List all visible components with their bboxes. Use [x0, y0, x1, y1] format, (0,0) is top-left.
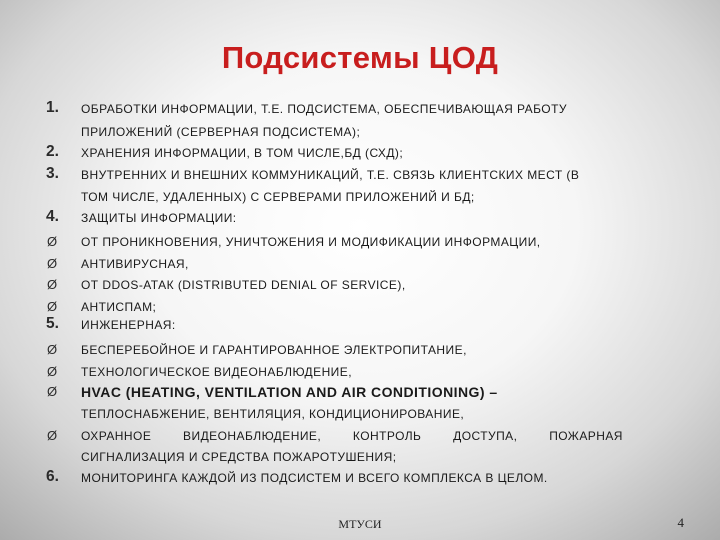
list-item-text: ПРИЛОЖЕНИЙ (СЕРВЕРНАЯ ПОДСИСТЕМА); [81, 125, 361, 139]
list-item-text: ТЕПЛОСНАБЖЕНИЕ, ВЕНТИЛЯЦИЯ, КОНДИЦИОНИРОВАНИЕ, [81, 407, 465, 421]
arrow-bullet-icon: Ø [47, 384, 58, 399]
list-number: 2. [46, 143, 59, 160]
arrow-bullet-icon: Ø [47, 299, 58, 314]
list-number: 4. [46, 208, 59, 225]
list-item-text: ЗАЩИТЫ ИНФОРМАЦИИ: [81, 211, 237, 225]
list-item-text: ОТ DDOS-АТАК (DISTRIBUTED DENIAL OF SERVICE), [81, 278, 406, 292]
list-item-text: HVAC (HEATING, VENTILATION AND AIR CONDITIONING) – [81, 384, 498, 400]
list-item-text: АНТИСПАМ; [81, 300, 157, 314]
list-number: 3. [46, 165, 59, 182]
slide-title: Подсистемы ЦОД [221, 40, 499, 75]
list-item-text: СИГНАЛИЗАЦИЯ И СРЕДСТВА ПОЖАРОТУШЕНИЯ; [81, 450, 397, 464]
list-item-text: АНТИВИРУСНАЯ, [81, 257, 189, 271]
list-item-text: ВНУТРЕННИХ И ВНЕШНИХ КОММУНИКАЦИЙ, Т.Е. СВЯЗЬ КЛИЕНТСКИХ МЕСТ (В [81, 168, 580, 182]
list-number: 6. [46, 468, 59, 485]
footer-text: МТУСИ [338, 517, 382, 531]
list-item-text: ОХРАННОЕ ВИДЕОНАБЛЮДЕНИЕ, КОНТРОЛЬ ДОСТУПА, ПОЖАРНАЯ [81, 429, 623, 443]
list-item-text: ХРАНЕНИЯ ИНФОРМАЦИИ, В ТОМ ЧИСЛЕ,БД (СХД); [81, 146, 404, 160]
list-item-text: БЕСПЕРЕБОЙНОЕ И ГАРАНТИРОВАННОЕ ЭЛЕКТРОПИТАНИЕ, [81, 343, 467, 357]
arrow-bullet-icon: Ø [47, 256, 58, 271]
list-item-text: ТЕХНОЛОГИЧЕСКОЕ ВИДЕОНАБЛЮДЕНИЕ, [81, 365, 352, 379]
list-item-text: ТОМ ЧИСЛЕ, УДАЛЕННЫХ) С СЕРВЕРАМИ ПРИЛОЖЕНИЙ И БД; [81, 190, 475, 204]
arrow-bullet-icon: Ø [47, 277, 58, 292]
list-item-text: ИНЖЕНЕРНАЯ: [81, 318, 176, 332]
arrow-bullet-icon: Ø [47, 428, 58, 443]
arrow-bullet-icon: Ø [47, 364, 58, 379]
arrow-bullet-icon: Ø [47, 342, 58, 357]
list-number: 5. [46, 315, 59, 332]
list-item-text: ОБРАБОТКИ ИНФОРМАЦИИ, Т.Е. ПОДСИСТЕМА, ОБЕСПЕЧИВАЮЩАЯ РАБОТУ [81, 102, 567, 116]
list-item-text: МОНИТОРИНГА КАЖДОЙ ИЗ ПОДСИСТЕМ И ВСЕГО КОМПЛЕКСА В ЦЕЛОМ. [81, 471, 548, 485]
page-number: 4 [677, 515, 684, 530]
list-item-text: ОТ ПРОНИКНОВЕНИЯ, УНИЧТОЖЕНИЯ И МОДИФИКАЦИИ ИНФОРМАЦИИ, [81, 235, 541, 249]
arrow-bullet-icon: Ø [47, 234, 58, 249]
list-number: 1. [46, 99, 59, 116]
